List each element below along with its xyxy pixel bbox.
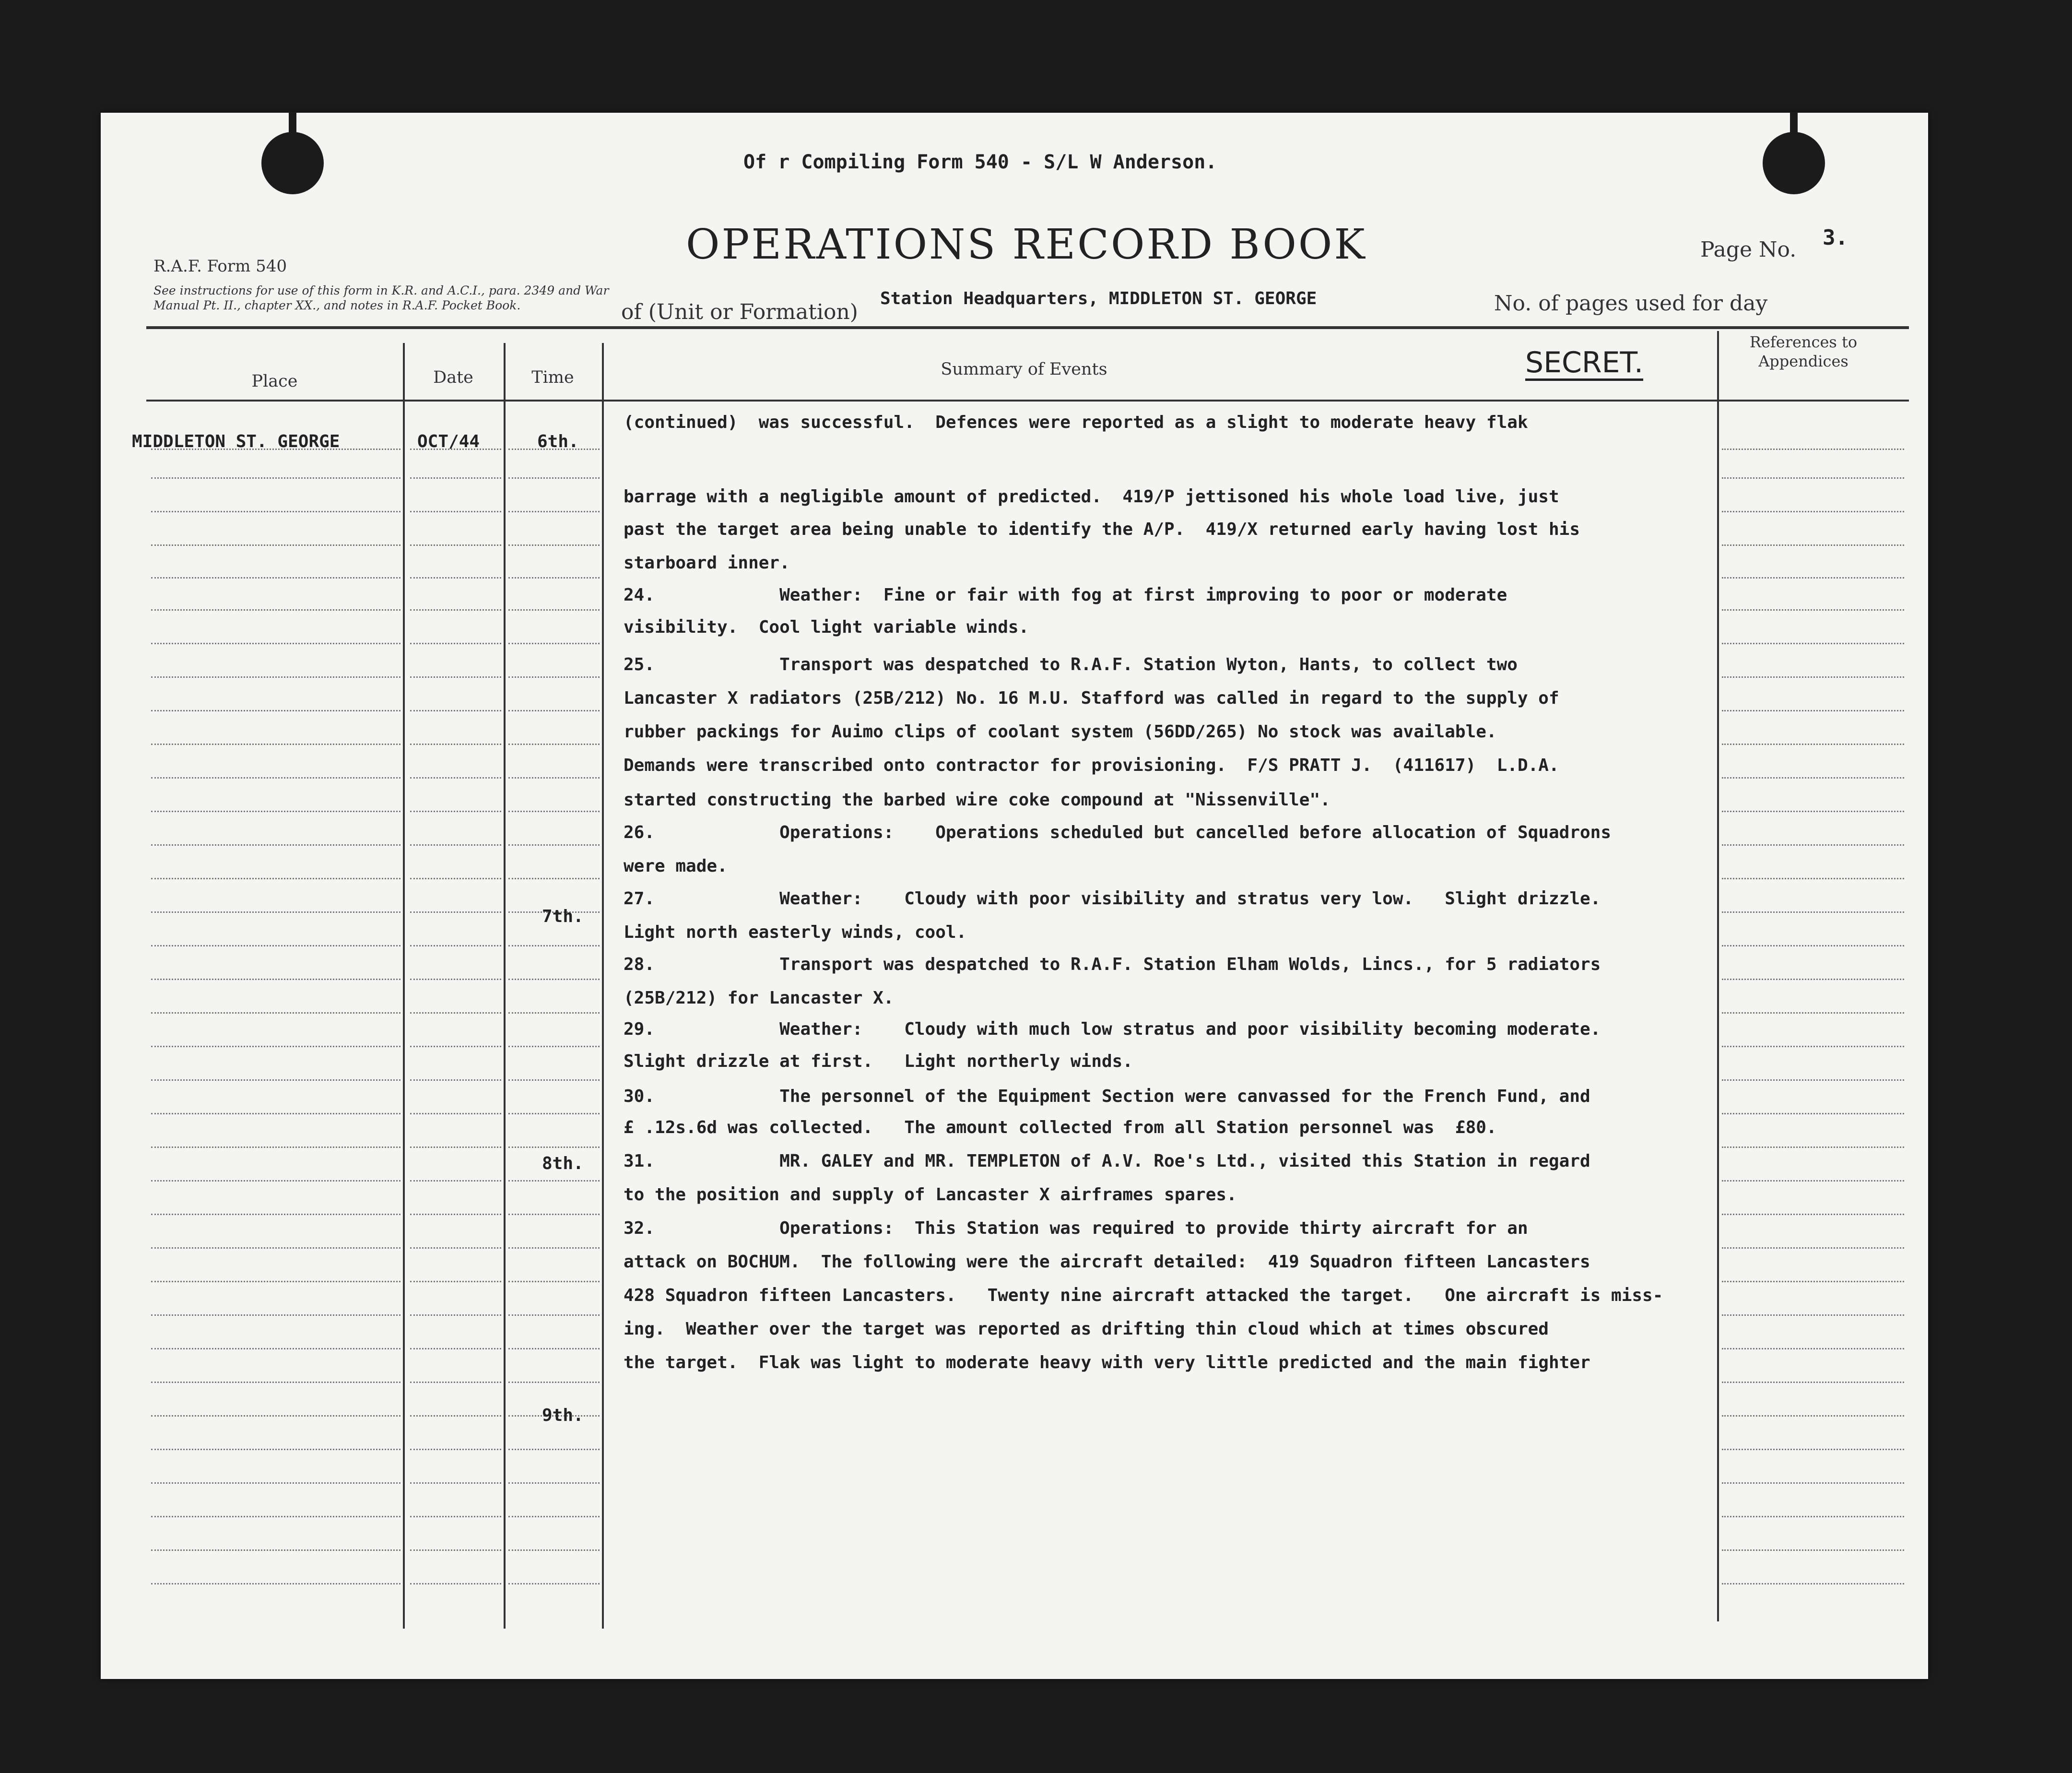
ruled-line	[151, 1046, 400, 1047]
ruled-line	[508, 1549, 600, 1551]
ruled-line	[1722, 878, 1904, 879]
ruled-line	[151, 577, 400, 579]
ruled-line	[410, 1147, 501, 1148]
ruled-line	[410, 1046, 501, 1047]
ruled-line	[151, 878, 400, 879]
summary-line: the target. Flak was light to moderate heavy with very little predicted and the main fighter	[624, 1353, 1590, 1372]
column-header-summary: Summary of Events	[941, 360, 1107, 379]
column-header-time: Time	[531, 368, 574, 387]
ruled-line	[410, 477, 501, 479]
ruled-line	[508, 744, 600, 745]
ruled-line	[1722, 609, 1904, 611]
ruled-line	[508, 1046, 600, 1047]
ruled-line	[410, 1247, 501, 1249]
ruled-line	[410, 1583, 501, 1584]
ruled-line	[410, 643, 501, 644]
entry-time: 6th.	[537, 432, 579, 451]
ruled-line	[508, 1113, 600, 1114]
ruled-line	[151, 1113, 400, 1114]
ruled-line	[1722, 1516, 1904, 1517]
ruled-line	[151, 1348, 400, 1349]
summary-line: Lancaster X radiators (25B/212) No. 16 M.U. Stafford was called in regard to the supply of	[624, 688, 1559, 708]
ruled-line	[1722, 1113, 1904, 1114]
ruled-line	[410, 511, 501, 512]
ruled-line	[508, 643, 600, 644]
ruled-line	[1722, 1449, 1904, 1450]
column-divider	[504, 343, 506, 1629]
ruled-line	[410, 1314, 501, 1316]
ruled-line	[1722, 844, 1904, 846]
entry-place: MIDDLETON ST. GEORGE	[132, 432, 340, 451]
ruled-line	[410, 676, 501, 678]
entry-date: OCT/44	[417, 432, 480, 451]
ruled-line	[508, 511, 600, 512]
ruled-line	[410, 1549, 501, 1551]
column-header-date: Date	[433, 368, 473, 387]
ruled-line	[410, 744, 501, 745]
ruled-line	[410, 1348, 501, 1349]
ruled-line	[508, 979, 600, 980]
entry-time: 9th.	[542, 1406, 584, 1425]
summary-line: Slight drizzle at first. Light northerly winds.	[624, 1052, 1133, 1071]
summary-line: attack on BOCHUM. The following were the aircraft detailed: 419 Squadron fifteen Lancasters	[624, 1252, 1590, 1272]
ruled-line	[151, 911, 400, 913]
ruled-line	[151, 1583, 400, 1584]
ruled-line	[151, 1214, 400, 1215]
ruled-line	[1722, 811, 1904, 812]
form-note: See instructions for use of this form in K.R. and A.C.I., para. 2349 and War Manual Pt. II., chapter XX., and notes in R.A.F. Pocket Book.	[153, 284, 609, 312]
summary-line: past the target area being unable to identify the A/P. 419/X returned early having lost his	[624, 520, 1580, 539]
summary-line: 30. The personnel of the Equipment Section were canvassed for the French Fund, and	[624, 1087, 1590, 1106]
page-number-value: 3.	[1823, 225, 1848, 250]
ruled-line	[1722, 643, 1904, 644]
ruled-line	[508, 1314, 600, 1316]
ruled-line	[151, 676, 400, 678]
summary-line: started constructing the barbed wire coke compound at "Nissenville".	[624, 790, 1330, 810]
ruled-line	[410, 844, 501, 846]
ruled-line	[1722, 945, 1904, 946]
summary-line: (continued) was successful. Defences were reported as a slight to moderate heavy flak	[624, 413, 1528, 432]
ruled-line	[1722, 744, 1904, 745]
ruled-line	[1722, 1180, 1904, 1182]
ruled-line	[410, 1449, 501, 1450]
ruled-line	[151, 1549, 400, 1551]
ruled-line	[508, 609, 600, 611]
column-divider	[403, 343, 405, 1629]
summary-line: were made.	[624, 856, 728, 876]
header-bottom-rule	[146, 400, 1909, 402]
punch-hole-left	[261, 132, 324, 194]
ruled-line	[410, 777, 501, 779]
ruled-line	[1722, 477, 1904, 479]
ruled-line	[151, 1516, 400, 1517]
ruled-line	[508, 1281, 600, 1282]
ruled-line	[1722, 1012, 1904, 1014]
ruled-line	[151, 1079, 400, 1081]
ruled-line	[151, 945, 400, 946]
summary-line: Demands were transcribed onto contractor for provisioning. F/S PRATT J. (411617) L.D.A.	[624, 756, 1559, 775]
summary-line: 25. Transport was despatched to R.A.F. Station Wyton, Hants, to collect two	[624, 655, 1518, 674]
summary-line: 29. Weather: Cloudy with much low stratus and poor visibility becoming moderate.	[624, 1019, 1601, 1039]
ruled-line	[1722, 1247, 1904, 1249]
ruled-line	[508, 844, 600, 846]
ruled-line	[1722, 1046, 1904, 1047]
ruled-line	[508, 1180, 600, 1182]
ruled-line	[508, 1583, 600, 1584]
summary-line: Light north easterly winds, cool.	[624, 922, 967, 942]
summary-line: to the position and supply of Lancaster X airframes spares.	[624, 1185, 1237, 1205]
secret-stamp: SECRET.	[1525, 348, 1643, 381]
ruled-line	[410, 544, 501, 546]
ruled-line	[508, 577, 600, 579]
ruled-line	[151, 1147, 400, 1148]
ruled-line	[1722, 1214, 1904, 1215]
ruled-line	[410, 1113, 501, 1114]
ruled-line	[410, 609, 501, 611]
ruled-line	[1722, 710, 1904, 711]
summary-line: 24. Weather: Fine or fair with fog at first improving to poor or moderate	[624, 585, 1507, 605]
ruled-line	[508, 1482, 600, 1484]
ruled-line	[1722, 577, 1904, 579]
ruled-line	[410, 979, 501, 980]
ruled-line	[151, 1382, 400, 1383]
ruled-line	[1722, 511, 1904, 512]
summary-line: £ .12s.6d was collected. The amount collected from all Station personnel was £80.	[624, 1118, 1497, 1137]
ruled-line	[508, 1147, 600, 1148]
ruled-line	[1722, 1382, 1904, 1383]
summary-line: 26. Operations: Operations scheduled but cancelled before allocation of Squadrons	[624, 823, 1612, 842]
ruled-line	[508, 1382, 600, 1383]
summary-line: 27. Weather: Cloudy with poor visibility and stratus very low. Slight drizzle.	[624, 889, 1601, 909]
unit-value: Station Headquarters, MIDDLETON ST. GEORGE	[880, 289, 1317, 308]
header-top-rule	[146, 326, 1909, 329]
ruled-line	[1722, 1482, 1904, 1484]
ruled-line	[508, 811, 600, 812]
ruled-line	[410, 878, 501, 879]
ruled-line	[1722, 1281, 1904, 1282]
form-page	[101, 113, 1928, 1679]
ruled-line	[410, 1079, 501, 1081]
ruled-line	[151, 710, 400, 711]
ruled-line	[151, 844, 400, 846]
ruled-line	[508, 945, 600, 946]
column-header-place: Place	[251, 372, 298, 391]
summary-line: ing. Weather over the target was reported as drifting thin cloud which at times obscured	[624, 1319, 1549, 1339]
ruled-line	[151, 1281, 400, 1282]
ruled-line	[151, 777, 400, 779]
ruled-line	[410, 1012, 501, 1014]
summary-line: (25B/212) for Lancaster X.	[624, 988, 894, 1008]
pages-used-label: No. of pages used for day	[1494, 291, 1768, 316]
summary-line: 428 Squadron fifteen Lancasters. Twenty nine aircraft attacked the target. One aircraft is miss-	[624, 1286, 1663, 1305]
ruled-line	[410, 1482, 501, 1484]
ruled-line	[508, 544, 600, 546]
ruled-line	[151, 1314, 400, 1316]
ruled-line	[508, 1012, 600, 1014]
ruled-line	[410, 811, 501, 812]
ruled-line	[508, 1449, 600, 1450]
ruled-line	[508, 1247, 600, 1249]
ruled-line	[410, 1281, 501, 1282]
ruled-line	[410, 1382, 501, 1383]
ruled-line	[508, 1079, 600, 1081]
column-divider	[602, 343, 604, 1629]
ruled-line	[1722, 676, 1904, 678]
ruled-line	[508, 477, 600, 479]
ruled-line	[1722, 449, 1904, 450]
ruled-line	[508, 777, 600, 779]
summary-line: visibility. Cool light variable winds.	[624, 617, 1029, 637]
summary-line: 28. Transport was despatched to R.A.F. Station Elham Wolds, Lincs., for 5 radiators	[624, 955, 1601, 974]
ruled-line	[151, 979, 400, 980]
ruled-line	[151, 609, 400, 611]
ruled-line	[151, 511, 400, 512]
ruled-line	[1722, 777, 1904, 779]
ruled-line	[1722, 911, 1904, 913]
ruled-line	[1722, 1147, 1904, 1148]
column-header-references: References to Appendices	[1749, 333, 1858, 370]
ruled-line	[508, 676, 600, 678]
punch-hole-right	[1763, 132, 1825, 194]
ruled-line	[508, 1214, 600, 1215]
ruled-line	[410, 911, 501, 913]
entry-time: 8th.	[542, 1154, 584, 1173]
ruled-line	[151, 1482, 400, 1484]
ruled-line	[151, 1180, 400, 1182]
ruled-line	[1722, 1415, 1904, 1417]
unit-label: of (Unit or Formation)	[621, 300, 858, 324]
summary-line: 31. MR. GALEY and MR. TEMPLETON of A.V. Roe's Ltd., visited this Station in regard	[624, 1151, 1590, 1171]
compiling-officer: Of r Compiling Form 540 - S/L W Anderson.	[743, 151, 1217, 173]
ruled-line	[151, 1247, 400, 1249]
ruled-line	[410, 1415, 501, 1417]
ruled-line	[508, 1516, 600, 1517]
summary-line: rubber packings for Auimo clips of coolant system (56DD/265) No stock was available.	[624, 722, 1497, 742]
ruled-line	[410, 710, 501, 711]
ruled-line	[410, 1516, 501, 1517]
ruled-line	[151, 1415, 400, 1417]
ruled-line	[1722, 1583, 1904, 1584]
ruled-line	[151, 1449, 400, 1450]
ruled-line	[508, 878, 600, 879]
ruled-line	[410, 945, 501, 946]
ruled-line	[151, 744, 400, 745]
ruled-line	[151, 643, 400, 644]
entry-time: 7th.	[542, 907, 584, 926]
summary-line: 32. Operations: This Station was required to provide thirty aircraft for an	[624, 1218, 1528, 1238]
ruled-line	[410, 1214, 501, 1215]
summary-line: barrage with a negligible amount of predicted. 419/P jettisoned his whole load live, just	[624, 487, 1559, 507]
ruled-line	[151, 544, 400, 546]
ruled-line	[1722, 544, 1904, 546]
ruled-line	[1722, 1079, 1904, 1081]
page-title: OPERATIONS RECORD BOOK	[686, 221, 1367, 269]
page-number-label: Page No.	[1700, 237, 1797, 262]
ruled-line	[410, 577, 501, 579]
summary-line: starboard inner.	[624, 553, 790, 573]
ruled-line	[151, 1012, 400, 1014]
ruled-line	[151, 811, 400, 812]
ruled-line	[508, 710, 600, 711]
ruled-line	[1722, 1314, 1904, 1316]
ruled-line	[1722, 1549, 1904, 1551]
ruled-line	[1722, 1348, 1904, 1349]
form-id: R.A.F. Form 540	[153, 257, 287, 276]
ruled-line	[1722, 979, 1904, 980]
ruled-line	[410, 1180, 501, 1182]
ruled-line	[508, 1348, 600, 1349]
ruled-line	[151, 477, 400, 479]
